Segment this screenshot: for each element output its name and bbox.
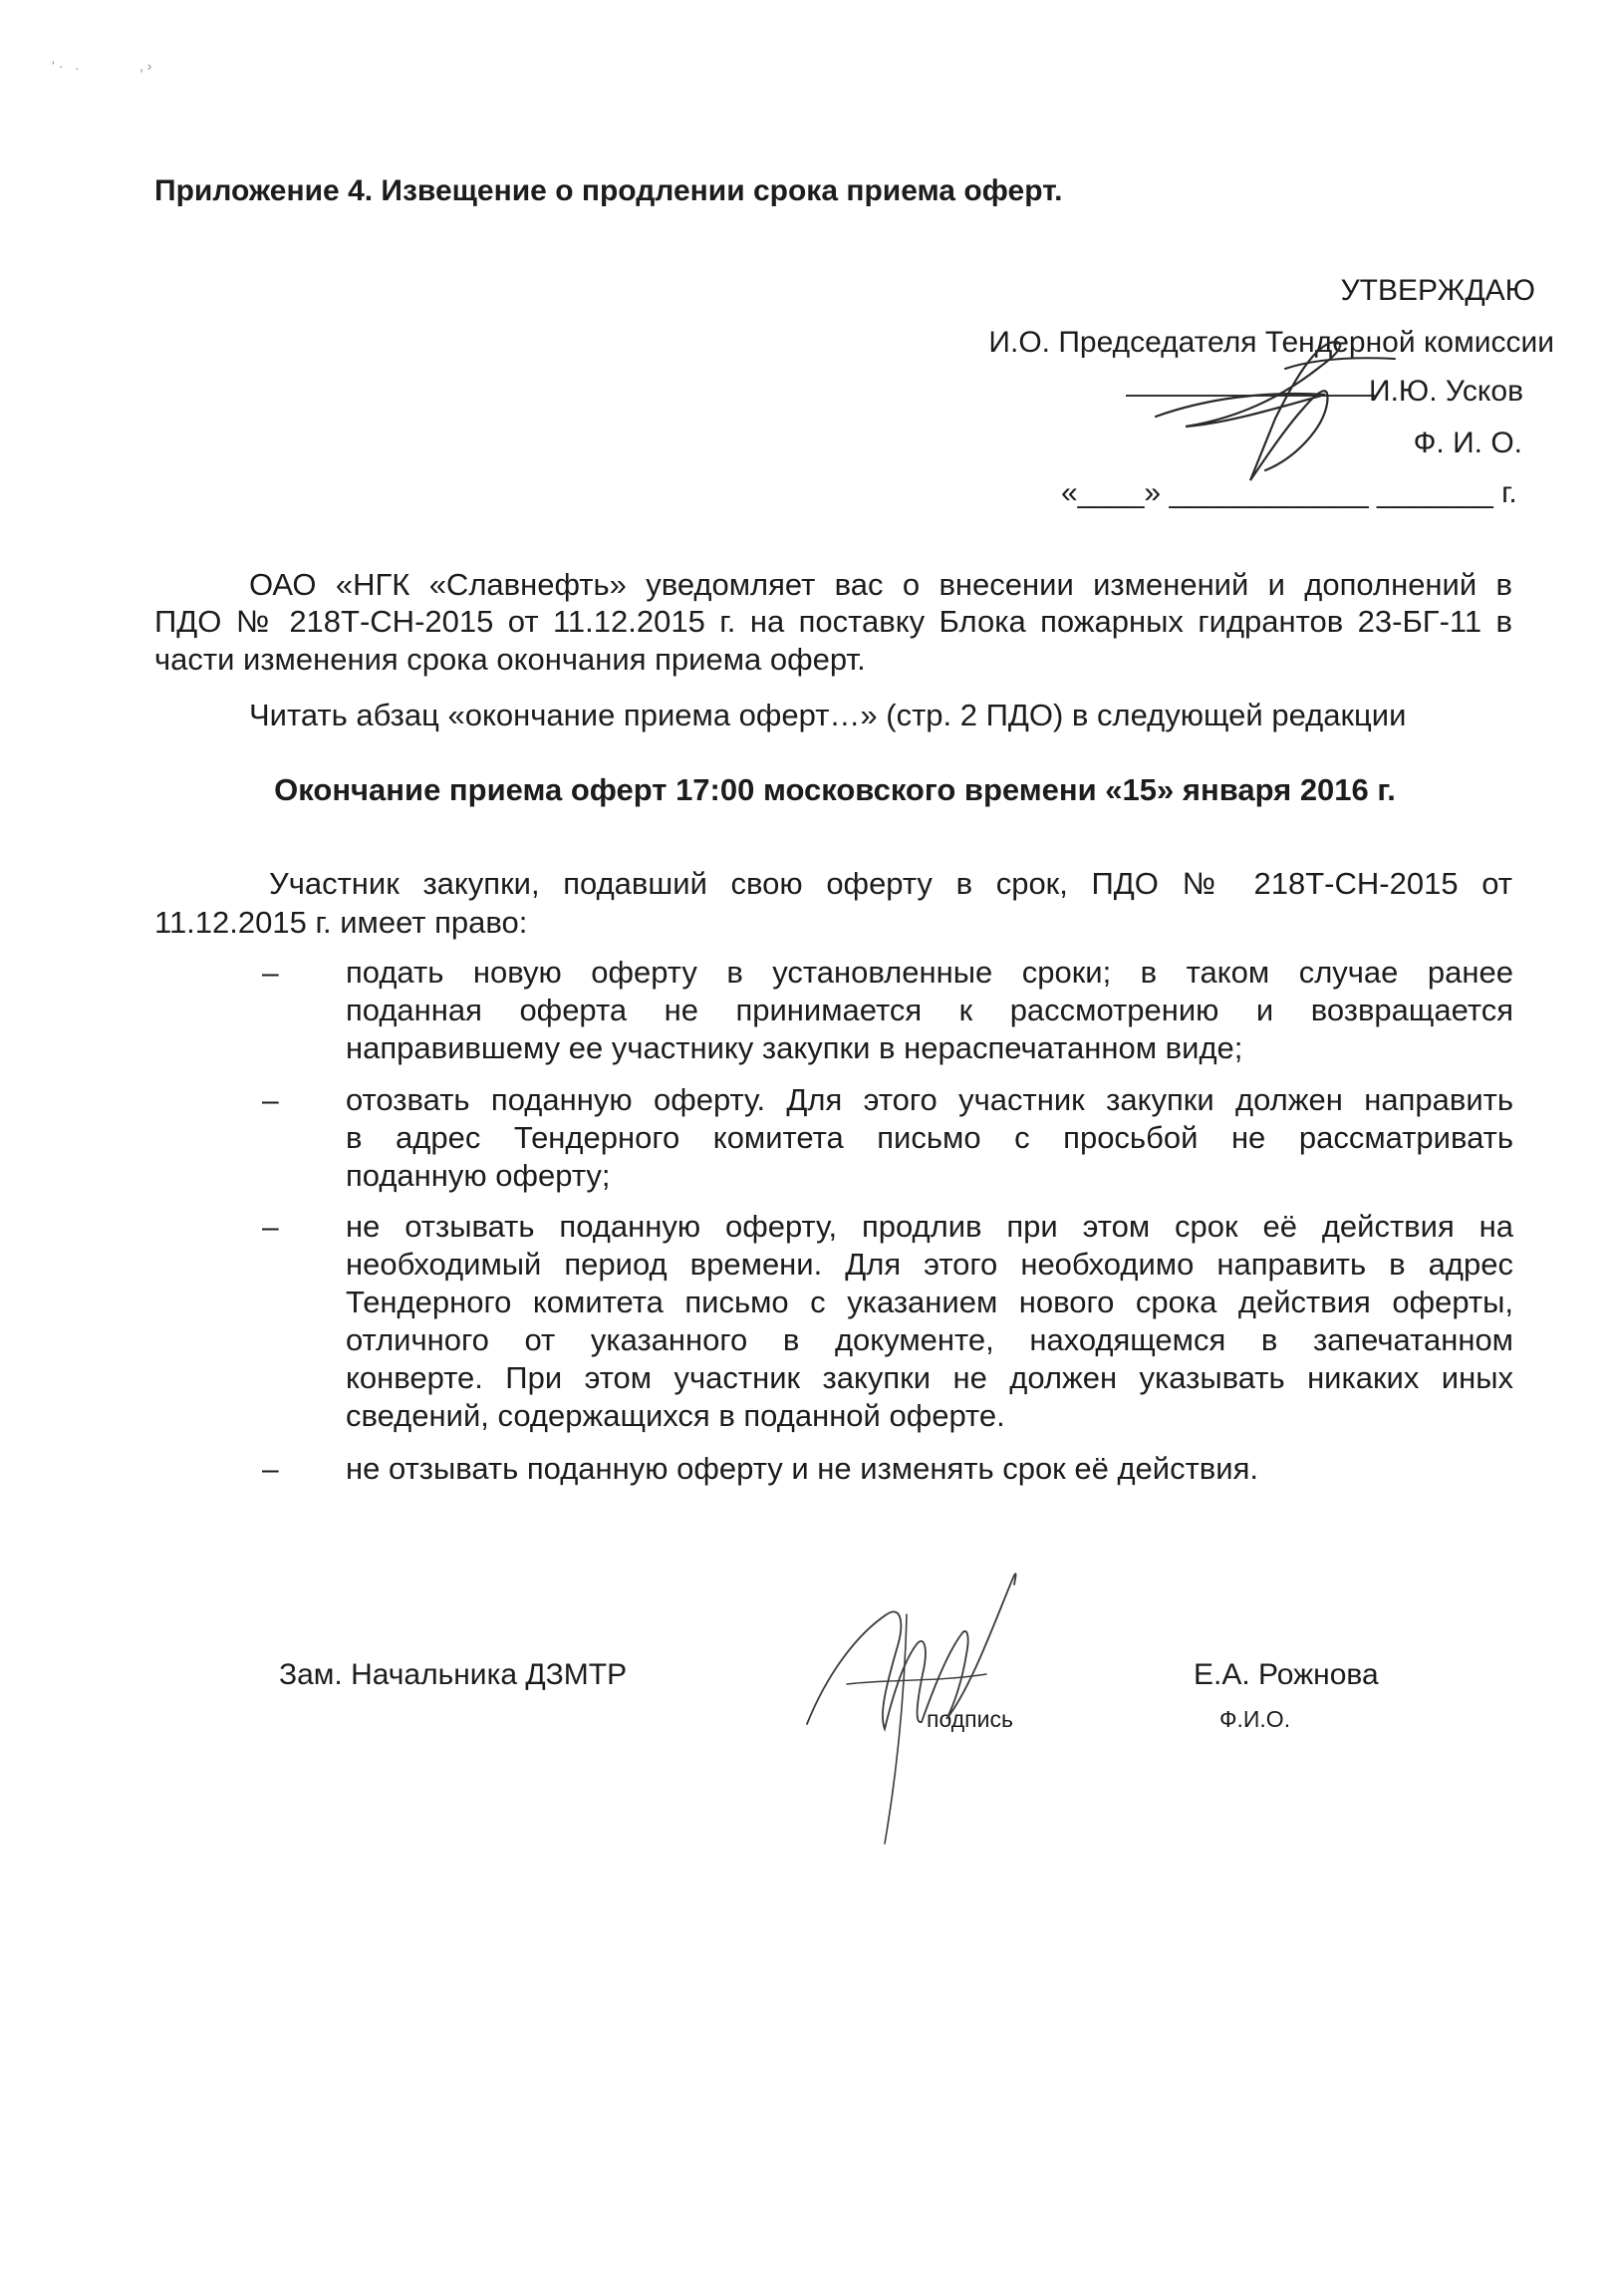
list-item-line: подать новую оферту в установленные сроки; в таком случае ранее xyxy=(346,955,1513,990)
signature-caption: подпись xyxy=(927,1706,1013,1732)
approval-heading: УТВЕРЖДАЮ xyxy=(1340,274,1535,307)
list-dash: – xyxy=(262,1453,279,1486)
list-item-line: не отзывать поданную оферту и не изменять срок её действия. xyxy=(346,1451,1258,1486)
list-item-line: Тендерного комитета письмо с указанием нового срока действия оферты, xyxy=(346,1285,1513,1319)
list-dash: – xyxy=(262,1211,279,1244)
scan-speck: · xyxy=(75,60,80,76)
list-item-line: отозвать поданную оферту. Для этого участник закупки должен направить xyxy=(346,1082,1513,1117)
scan-speck: , › xyxy=(139,58,152,74)
list-item-line: поданная оферта не принимается к рассмотрению и возвращается xyxy=(346,993,1513,1027)
intro-line: ПДО № 218Т-СН-2015 от 11.12.2015 г. на поставку Блока пожарных гидрантов 23-БГ-11 в xyxy=(154,604,1512,639)
signatory-position: Зам. Начальника ДЗМТР xyxy=(279,1658,628,1691)
list-item-line: в адрес Тендерного комитета письмо с просьбой не рассматривать xyxy=(346,1120,1513,1155)
list-item-line: отличного от указанного в документе, находящемся в запечатанном xyxy=(346,1322,1513,1357)
list-item-line: сведений, содержащихся в поданной оферте. xyxy=(346,1398,1005,1433)
signatory-signature xyxy=(787,1555,1046,1854)
list-item-line: поданную оферту; xyxy=(346,1158,611,1193)
list-item-line: необходимый период времени. Для этого необходимо направить в адрес xyxy=(346,1247,1513,1282)
read-paragraph: Читать абзац «окончание приема оферт…» (стр. 2 ПДО) в следующей редакции xyxy=(249,698,1407,732)
list-dash: – xyxy=(262,1084,279,1117)
deadline-statement: Окончание приема оферт 17:00 московского времени «15» января 2016 г. xyxy=(274,772,1396,807)
list-dash: – xyxy=(262,957,279,990)
list-item-line: конверте. При этом участник закупки не должен указывать никаких иных xyxy=(346,1360,1513,1395)
intro-line: части изменения срока окончания приема оферт. xyxy=(154,642,866,677)
intro-line: ОАО «НГК «Славнефть» уведомляет вас о внесении изменений и дополнений в xyxy=(249,567,1512,602)
scan-speck: ' · xyxy=(52,58,64,74)
list-item xyxy=(346,1450,1513,1488)
signatory-fio-caption: Ф.И.О. xyxy=(1219,1706,1291,1732)
approval-name: И.Ю. Усков xyxy=(1369,375,1524,408)
appendix-title: Приложение 4. Извещение о продлении срока приема оферт. xyxy=(154,174,1063,207)
list-item-line: направившему ее участнику закупки в нераспечатанном виде; xyxy=(346,1030,1243,1065)
list-item xyxy=(346,954,1513,1067)
list-item-line: не отзывать поданную оферту, продлив при этом срок её действия на xyxy=(346,1209,1513,1244)
approval-signature xyxy=(1116,329,1415,498)
approval-date-line: «____» ____________ _______ г. xyxy=(1061,476,1517,509)
participant-line: 11.12.2015 г. имеет право: xyxy=(154,905,528,940)
participant-line: Участник закупки, подавший свою оферту в срок, ПДО № 218Т-СН-2015 от xyxy=(269,866,1512,901)
signatory-name: Е.А. Рожнова xyxy=(1194,1658,1379,1691)
list-item xyxy=(346,1208,1513,1435)
approval-position: И.О. Председателя Тендерной комиссии xyxy=(988,326,1554,359)
approval-fio-caption: Ф. И. О. xyxy=(1413,427,1522,459)
list-item xyxy=(346,1081,1513,1195)
